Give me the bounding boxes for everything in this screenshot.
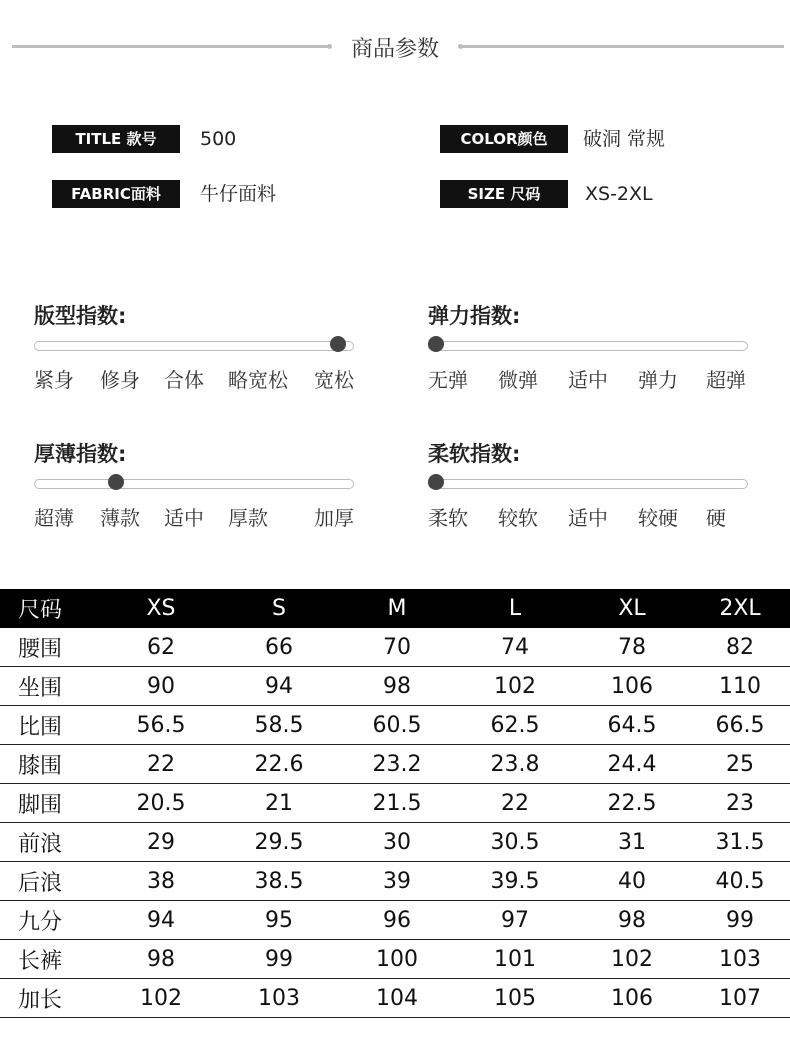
- table-cell: 21: [220, 784, 338, 823]
- param-fabric-tag: FABRIC面料: [52, 180, 180, 208]
- thickness-index-name: 厚薄指数:: [34, 442, 127, 466]
- table-cell: 22: [456, 784, 574, 823]
- thickness-index-track: [34, 479, 354, 489]
- elasticity-index-label: 适中: [568, 368, 608, 392]
- table-cell: 62.5: [456, 706, 574, 745]
- param-fabric-value: 牛仔面料: [200, 183, 277, 205]
- table-cell: 74: [456, 628, 574, 667]
- header-divider-right: [460, 45, 784, 48]
- table-cell: 64.5: [574, 706, 690, 745]
- header-cell: S: [220, 589, 338, 628]
- table-cell: 29: [102, 823, 220, 862]
- softness-index-label: 适中: [568, 506, 608, 530]
- param-color-tag: COLOR颜色: [440, 125, 568, 153]
- param-size-tag: SIZE 尺码: [440, 180, 568, 208]
- fit-index-label: 紧身: [34, 368, 74, 392]
- table-cell: 110: [690, 667, 790, 706]
- table-cell: 107: [690, 979, 790, 1018]
- fit-index-label: 略宽松: [228, 368, 288, 392]
- softness-index-label: 较软: [498, 506, 538, 530]
- table-cell: 21.5: [338, 784, 456, 823]
- table-row: [0, 979, 790, 1018]
- param-title-value: 500: [200, 128, 237, 150]
- table-cell: 39: [338, 862, 456, 901]
- table-cell: 29.5: [220, 823, 338, 862]
- fit-index-track: [34, 341, 354, 351]
- table-cell: 98: [574, 901, 690, 940]
- fit-index-name: 版型指数:: [34, 304, 127, 328]
- elasticity-index-label: 微弹: [498, 368, 538, 392]
- elasticity-index-label: 弹力: [638, 368, 678, 392]
- thickness-index-label: 加厚: [314, 506, 354, 530]
- softness-index-track: [428, 479, 748, 489]
- table-cell: 105: [456, 979, 574, 1018]
- table-cell: 24.4: [574, 745, 690, 784]
- table-cell: 30: [338, 823, 456, 862]
- row-label: 九分: [0, 901, 102, 940]
- table-cell: 56.5: [102, 706, 220, 745]
- table-cell: 98: [338, 667, 456, 706]
- table-cell: 95: [220, 901, 338, 940]
- row-label: 腰围: [0, 628, 102, 667]
- size-table: [0, 589, 790, 1018]
- table-cell: 38.5: [220, 862, 338, 901]
- table-cell: 99: [690, 901, 790, 940]
- table-cell: 106: [574, 667, 690, 706]
- table-cell: 38: [102, 862, 220, 901]
- thickness-index-label: 厚款: [228, 506, 268, 530]
- row-label: 加长: [0, 979, 102, 1018]
- elasticity-index: [428, 300, 758, 400]
- param-title-tag: TITLE 款号: [52, 125, 180, 153]
- table-cell: 66.5: [690, 706, 790, 745]
- table-row: [0, 784, 790, 823]
- table-cell: 78: [574, 628, 690, 667]
- elasticity-index-knob: [428, 336, 444, 352]
- table-cell: 40: [574, 862, 690, 901]
- row-label: 前浪: [0, 823, 102, 862]
- elasticity-index-name: 弹力指数:: [428, 304, 521, 328]
- table-cell: 102: [574, 940, 690, 979]
- size-table-header: [0, 589, 790, 628]
- table-cell: 23.2: [338, 745, 456, 784]
- header-cell: L: [456, 589, 574, 628]
- header-divider-left: [12, 45, 330, 48]
- fit-index-label: 宽松: [314, 368, 354, 392]
- softness-index-knob: [428, 474, 444, 490]
- table-cell: 39.5: [456, 862, 574, 901]
- table-cell: 40.5: [690, 862, 790, 901]
- thickness-index-label: 超薄: [34, 506, 74, 530]
- table-cell: 106: [574, 979, 690, 1018]
- row-label: 比围: [0, 706, 102, 745]
- table-cell: 58.5: [220, 706, 338, 745]
- row-label: 后浪: [0, 862, 102, 901]
- fit-index-knob: [330, 336, 346, 352]
- elasticity-index-label: 超弹: [706, 368, 746, 392]
- thickness-index-label: 适中: [164, 506, 204, 530]
- softness-index-name: 柔软指数:: [428, 442, 521, 466]
- header-cell: XL: [574, 589, 690, 628]
- row-label: 长裤: [0, 940, 102, 979]
- softness-index-label: 柔软: [428, 506, 468, 530]
- table-cell: 23: [690, 784, 790, 823]
- fit-index: [34, 300, 364, 400]
- table-cell: 22.6: [220, 745, 338, 784]
- table-cell: 100: [338, 940, 456, 979]
- table-cell: 102: [102, 979, 220, 1018]
- elasticity-index-label: 无弹: [428, 368, 468, 392]
- table-cell: 90: [102, 667, 220, 706]
- table-cell: 30.5: [456, 823, 574, 862]
- header-cell: XS: [102, 589, 220, 628]
- thickness-index-knob: [108, 474, 124, 490]
- table-cell: 96: [338, 901, 456, 940]
- softness-index-label: 较硬: [638, 506, 678, 530]
- thickness-index: [34, 438, 364, 538]
- elasticity-index-track: [428, 341, 748, 351]
- table-cell: 98: [102, 940, 220, 979]
- table-cell: 20.5: [102, 784, 220, 823]
- section-header: [0, 28, 790, 64]
- table-row: [0, 628, 790, 667]
- table-cell: 94: [102, 901, 220, 940]
- table-cell: 97: [456, 901, 574, 940]
- softness-index: [428, 438, 758, 538]
- table-cell: 23.8: [456, 745, 574, 784]
- table-cell: 70: [338, 628, 456, 667]
- table-cell: 103: [690, 940, 790, 979]
- table-row: [0, 745, 790, 784]
- fit-index-label: 合体: [164, 368, 204, 392]
- thickness-index-label: 薄款: [100, 506, 140, 530]
- table-cell: 25: [690, 745, 790, 784]
- table-cell: 94: [220, 667, 338, 706]
- table-cell: 31: [574, 823, 690, 862]
- table-cell: 62: [102, 628, 220, 667]
- param-size-value: XS-2XL: [585, 183, 653, 205]
- section-title: 商品参数: [350, 37, 439, 62]
- table-cell: 22: [102, 745, 220, 784]
- table-cell: 60.5: [338, 706, 456, 745]
- table-row: [0, 940, 790, 979]
- table-cell: 103: [220, 979, 338, 1018]
- row-label: 坐围: [0, 667, 102, 706]
- row-label: 脚围: [0, 784, 102, 823]
- fit-index-label: 修身: [100, 368, 140, 392]
- table-cell: 82: [690, 628, 790, 667]
- table-row: [0, 823, 790, 862]
- table-cell: 101: [456, 940, 574, 979]
- table-cell: 31.5: [690, 823, 790, 862]
- table-row: [0, 706, 790, 745]
- table-row: [0, 901, 790, 940]
- header-cell: 2XL: [690, 589, 790, 628]
- table-cell: 102: [456, 667, 574, 706]
- header-cell: 尺码: [0, 589, 102, 628]
- table-cell: 66: [220, 628, 338, 667]
- param-color-value: 破洞 常规: [583, 128, 666, 150]
- table-cell: 99: [220, 940, 338, 979]
- table-row: [0, 667, 790, 706]
- table-cell: 104: [338, 979, 456, 1018]
- header-cell: M: [338, 589, 456, 628]
- row-label: 膝围: [0, 745, 102, 784]
- softness-index-label: 硬: [706, 506, 726, 530]
- table-cell: 22.5: [574, 784, 690, 823]
- table-row: [0, 862, 790, 901]
